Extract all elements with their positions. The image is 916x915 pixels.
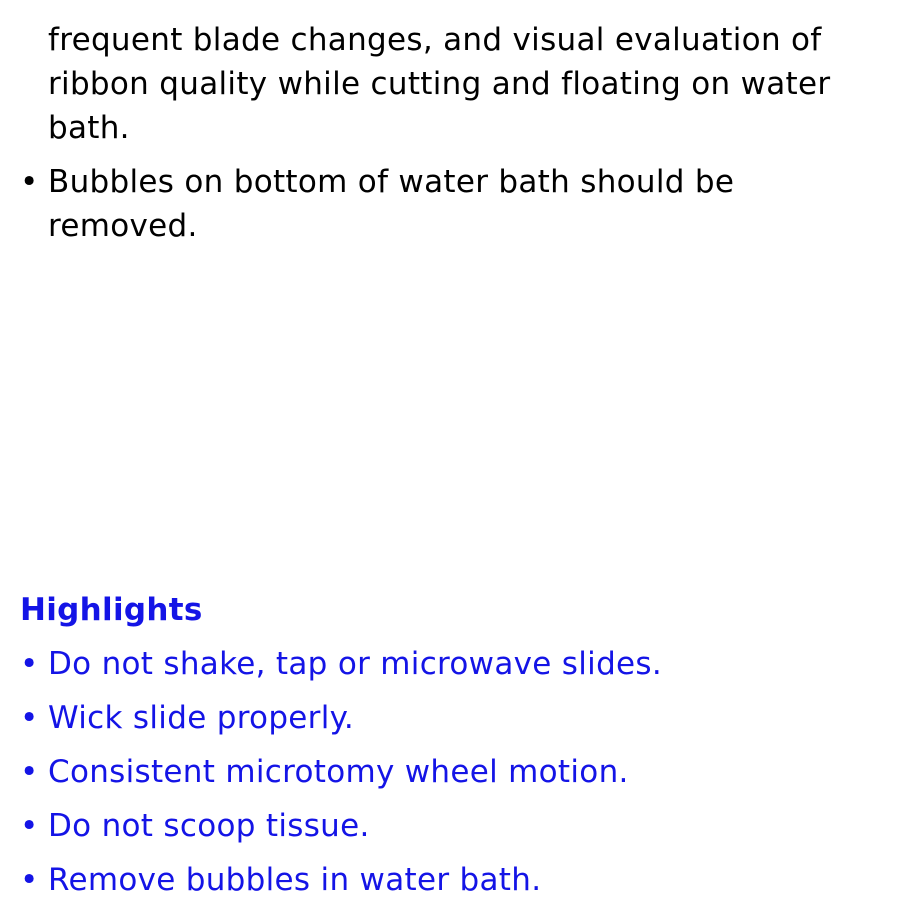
- bullet-icon: •: [20, 646, 39, 682]
- list-item-text: Bubbles on bottom of water bath should be removed.: [48, 164, 735, 244]
- highlight-item: [20, 696, 880, 740]
- highlight-item: [20, 858, 880, 902]
- highlights-list: [20, 642, 880, 902]
- highlight-item-text: Do not shake, tap or microwave slides.: [48, 646, 663, 682]
- highlight-item-text: Wick slide properly.: [48, 700, 355, 736]
- continued-paragraph: frequent blade changes, and visual evaluation of ribbon quality while cutting and floating on water bath.: [48, 22, 831, 146]
- highlights-section: [20, 588, 880, 912]
- highlight-item: [20, 642, 880, 686]
- highlights-heading: Highlights: [20, 592, 203, 628]
- bullet-icon: •: [20, 164, 39, 200]
- highlight-item-text: Consistent microtomy wheel motion.: [48, 754, 629, 790]
- highlight-item-text: Do not scoop tissue.: [48, 808, 370, 844]
- list-item: [20, 160, 880, 248]
- body-bullet-list: [20, 160, 880, 248]
- bullet-icon: •: [20, 700, 39, 736]
- highlight-item-text: Remove bubbles in water bath.: [48, 862, 542, 898]
- bullet-icon: •: [20, 862, 39, 898]
- bullet-icon: •: [20, 808, 39, 844]
- highlight-item: [20, 750, 880, 794]
- bullet-icon: •: [20, 754, 39, 790]
- highlight-item: [20, 804, 880, 848]
